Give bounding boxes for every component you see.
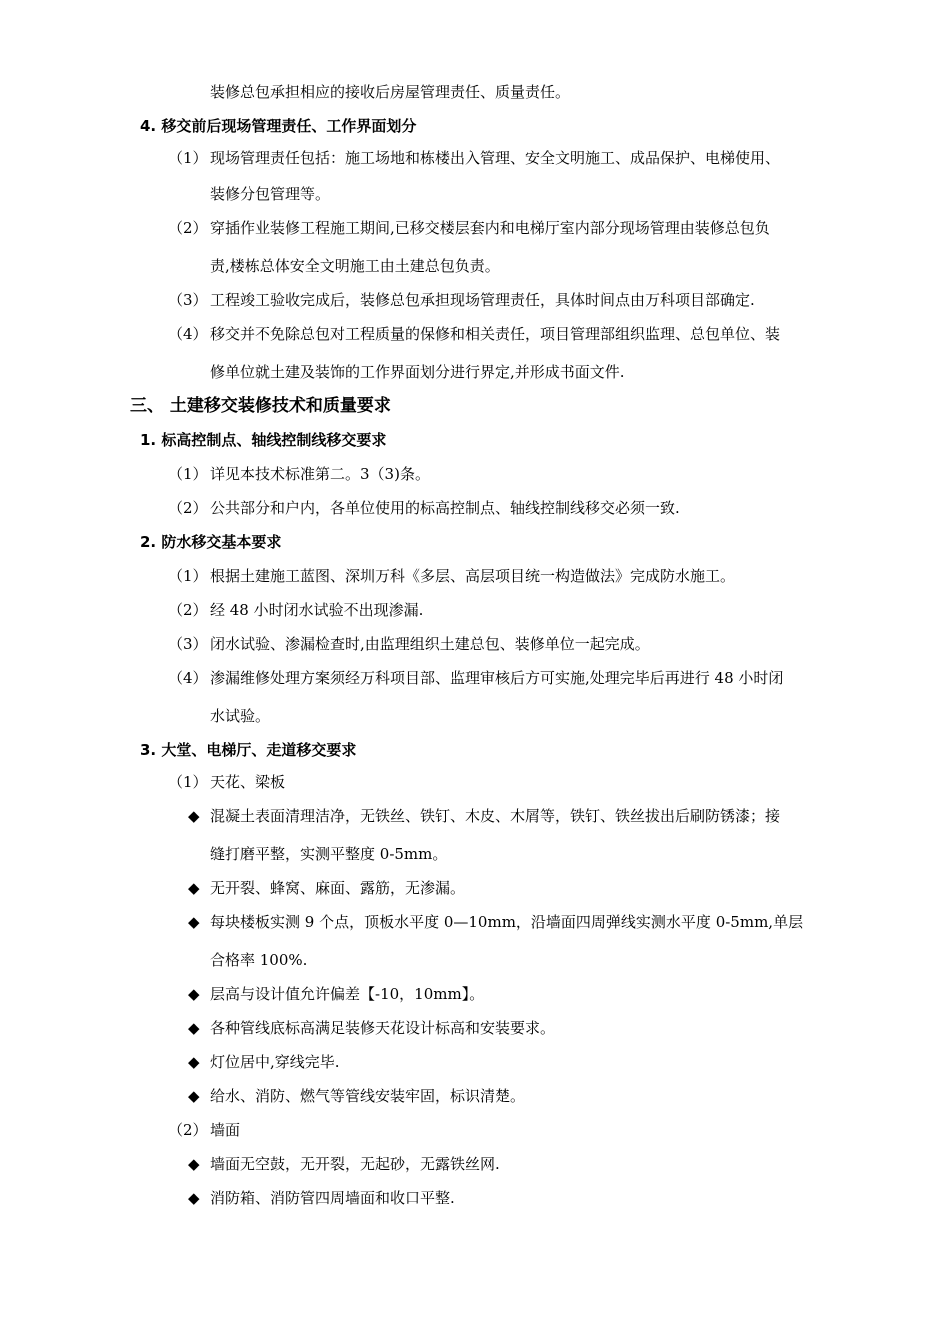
text-line: 天花、梁板 (210, 773, 286, 791)
item-number: （3） (168, 291, 208, 309)
text-line: 装修分包管理等。 (210, 185, 331, 203)
item-number: （1） (168, 773, 208, 791)
item-number: （3） (168, 635, 208, 653)
text-line: 根据土建施工蓝图、深圳万科《多层、高层项目统一构造做法》完成防水施工。 (210, 567, 736, 585)
item-number: （1） (168, 567, 208, 585)
bullet-icon: ◆ (188, 1019, 200, 1037)
bullet-icon: ◆ (188, 1087, 200, 1105)
text-line: 灯位居中,穿线完毕. (210, 1053, 340, 1071)
item-number: （4） (168, 669, 208, 687)
item-number: （4） (168, 325, 208, 343)
text-line: 消防箱、消防管四周墙面和收口平整. (210, 1189, 455, 1207)
text-line: 每块楼板实测 9 个点，顶板水平度 0—10mm，沿墙面四周弹线实测水平度 0-5mm,单层 (210, 913, 804, 931)
text-line: 现场管理责任包括：施工场地和栋楼出入管理、安全文明施工、成品保护、电梯使用、 (210, 149, 781, 167)
text-line: 给水、消防、燃气等管线安装牢固，标识清楚。 (210, 1087, 526, 1105)
text-line: 层高与设计值允许偏差【-10，10mm】。 (210, 985, 485, 1003)
bullet-icon: ◆ (188, 913, 200, 931)
item-number: （2） (168, 1121, 208, 1139)
item-number: （2） (168, 219, 208, 237)
text-line: 移交并不免除总包对工程质量的保修和相关责任，项目管理部组织监理、总包单位、装 (210, 325, 781, 343)
heading-3: 3. 大堂、电梯厅、走道移交要求 (140, 741, 357, 759)
text-line: 工程竣工验收完成后，装修总包承担现场管理责任，具体时间点由万科项目部确定. (210, 291, 755, 309)
item-number: （1） (168, 149, 208, 167)
item-number: （2） (168, 601, 208, 619)
text-line: 责,楼栋总体安全文明施工由土建总包负责。 (210, 257, 500, 275)
text-line: 渗漏维修处理方案须经万科项目部、监理审核后方可实施,处理完毕后再进行 48 小时闭 (210, 669, 784, 687)
bullet-icon: ◆ (188, 807, 200, 825)
text-line: 穿插作业装修工程施工期间,已移交楼层套内和电梯厅室内部分现场管理由装修总包负 (210, 219, 770, 237)
section-heading: 三、 土建移交装修技术和质量要求 (130, 396, 391, 416)
heading-2: 2. 防水移交基本要求 (140, 533, 282, 551)
text-line: 各种管线底标高满足装修天花设计标高和安装要求。 (210, 1019, 556, 1037)
text-line: 混凝土表面清理洁净，无铁丝、铁钉、木皮、木屑等，铁钉、铁丝拔出后刷防锈漆；接 (210, 807, 781, 825)
text-line: 墙面无空鼓，无开裂，无起砂，无露铁丝网. (210, 1155, 500, 1173)
text-line: 公共部分和户内，各单位使用的标高控制点、轴线控制线移交必须一致. (210, 499, 680, 517)
bullet-icon: ◆ (188, 1189, 200, 1207)
text-line: 墙面 (210, 1121, 241, 1139)
text-line: 详见本技术标准第二。3（3)条。 (210, 465, 430, 483)
item-number: （1） (168, 465, 208, 483)
text-line: 修单位就土建及装饰的工作界面划分进行界定,并形成书面文件. (210, 363, 625, 381)
bullet-icon: ◆ (188, 1053, 200, 1071)
bullet-icon: ◆ (188, 1155, 200, 1173)
heading-1: 1. 标高控制点、轴线控制线移交要求 (140, 431, 387, 449)
text-line: 无开裂、蜂窝、麻面、露筋，无渗漏。 (210, 879, 466, 897)
heading-4: 4. 移交前后现场管理责任、工作界面划分 (140, 117, 417, 135)
text-line: 装修总包承担相应的接收后房屋管理责任、质量责任。 (210, 83, 571, 101)
text-line: 水试验。 (210, 707, 271, 725)
text-line: 缝打磨平整，实测平整度 0-5mm。 (210, 845, 448, 863)
bullet-icon: ◆ (188, 879, 200, 897)
bullet-icon: ◆ (188, 985, 200, 1003)
text-line: 经 48 小时闭水试验不出现渗漏. (210, 601, 424, 619)
item-number: （2） (168, 499, 208, 517)
text-line: 合格率 100%. (210, 951, 308, 969)
text-line: 闭水试验、渗漏检查时,由监理组织土建总包、装修单位一起完成。 (210, 635, 650, 653)
